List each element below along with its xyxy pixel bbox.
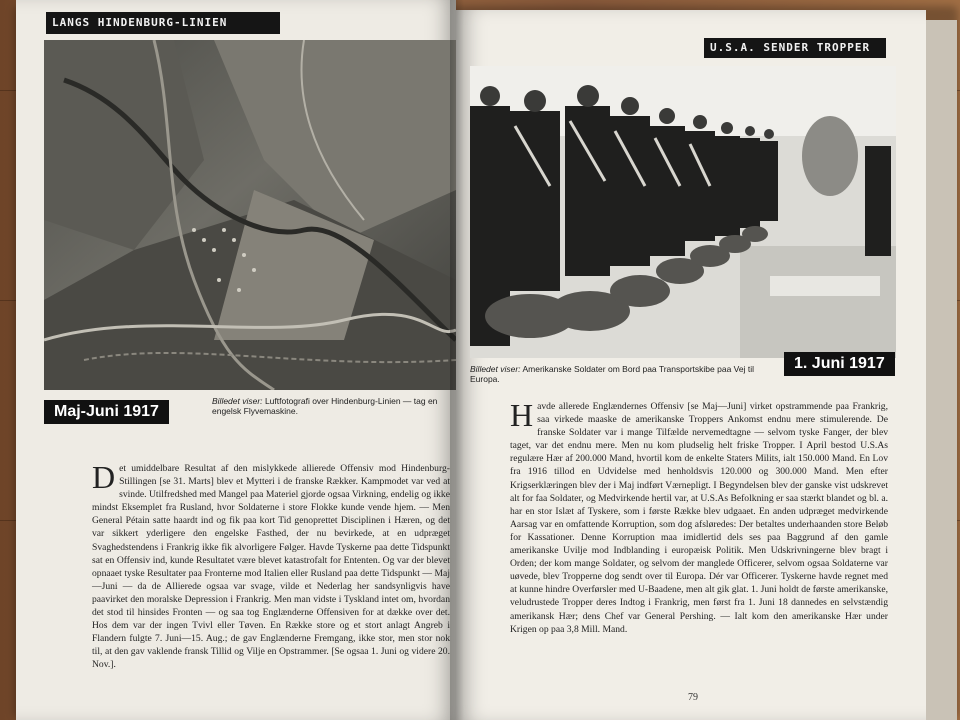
left-body-paragraph: et umiddelbare Resultat af den mislykkede allierede Offensiv mod Hindenburg-Stillingen [se 31. Marts] blev et Mytteri i de franske Rækker. Kampmodet var ved at svinde. Utilfredshed med Mangel paa Materiel gjorde ogsaa Virkning, endelig og ikke mindst Eksemplet fra Rusland, hvor Soldaterne i store Flokke kunde vende hjem. — Men General Pétain satte haardt ind og fik paa kort Tid genoprettet Disciplinen i Hæren, og det var sikkert yderligere den engelske Fasthed, der nu bevirkede, at en udpræget Svaghedstendens i Frankrig ikke fik alvorligere Følger. Havde Tyskerne paa dette Tidspunkt sat en Offensiv ind, kunde Resultatet være blevet katastrofalt for Ententen. Og var der blevet opnaaet tyske Resultater paa Fronterne mod Italien eller Rusland paa dette Tidspunkt — Maj—Juni — da de Allierede ogsaa var svage, vilde et Nederlag her sandsynligvis have paavirket den moralske Depression i Frankrig. Men man vidste i Tyskland intet om, hvordan det stod til hinsides Fronten — og saa tog Englænderne Offensiven for at dække over det. Hos dem var der ingen Tvivl eller Tøven. En Række store og et stort anlagt Angreb i Flandern fulgte 7. Juni—15. Aug.; de gav Englænderne Fremgang, ikke stor, men stor nok til, at den gav vaklende fransk Tillid og Vilje en Opstrammer. [Se ogsaa 1. Juni og videre 20. Nov.].	[92, 463, 450, 671]
soldiers-photo	[470, 66, 896, 358]
left-date-text: Maj-Juni 1917	[54, 403, 159, 420]
left-caption	[212, 396, 456, 416]
aerial-photo-icon	[44, 40, 456, 390]
right-body-paragraph: avde allerede Englændernes Offensiv [se Maj—Juni] virket opstrammende paa Frankrig, saa virkede maaske de amerikanske Troppers Ankomst endnu mere stimulerende. De franske Soldater var i mange Tilfælde nervemedtagne — selvom tyske Fanger, der blev taget, var det endnu mere. Men nu kom pludselig helt friske Tropper. I April bestod U.S.As regulære Hær af 200.000 Mand, hvortil kom de enkelte Staters Milits, ialt 150.000 Mand. En Lov fra 1916 tillod en Udvidelse med henholdsvis 120.000 og 300.000 Mand. Men efter Krigserklæringen blev der i Maj indført Værnepligt. I Begyndelsen blev der ganske vist udskrevet alt for faa Soldater, og Medvirkende hertil var, at U.S.As Befolkning er saa stærkt blandet og bl. a. har en stor Islæt af Tyskere, som i første Række blev udgaaet. En anden udpræget medvirkende Aarsag var en omfattende Korruption, som dog afsløredes: Der betaltes underhaanden store Beløb for Kassationer. Denne Korruption maa imidlertid dels ses paa Baggrund af den gamle amerikanske Uvilje mod Indblanding i europæisk Politik. Men Udskrivningerne blev bragt i Orden; der kom mange Soldater, og selvom der manglede Officerer, selvom ogsaa Soldaterne var uøvede, blev Tropperne dog sendt over til Europa. Dér var Officerer. Tyskerne havde regnet med at kunne hindre Overførsler med U-Baadene, men alt gik glat. 1. Juni holdt de første amerikanske, veludrustede Tropper deres Indtog i Frankrig, men først fra 1. Juni 18 dannedes en selvstændig amerikansk Hær; dens Chef var General Pershing. — Ialt kom den amerikanske Hær under Krigen op paa 3,8 Mill. Mand.	[510, 401, 888, 635]
right-page	[456, 10, 926, 720]
right-date-text: 1. Juni 1917	[794, 355, 885, 372]
aerial-photo	[44, 40, 456, 390]
left-body-text	[92, 459, 450, 672]
right-body-text	[510, 397, 888, 636]
left-date-label	[44, 400, 169, 424]
right-caption	[470, 364, 760, 384]
left-header-banner	[46, 12, 280, 34]
page-number: 79	[688, 692, 698, 703]
left-drop-cap: D	[92, 459, 116, 495]
left-header-text: LANGS HINDENBURG-LINIEN	[52, 16, 228, 29]
left-page	[16, 0, 456, 720]
caption-prefix: Billedet viser:	[470, 364, 521, 374]
book-gutter	[450, 0, 464, 720]
right-drop-cap: H	[510, 397, 534, 433]
caption-prefix: Billedet viser:	[212, 396, 263, 406]
caption-text: Amerikanske Soldater om Bord paa Transportskibe paa Vej til Europa.	[470, 364, 754, 384]
soldiers-photo-icon	[470, 66, 896, 358]
right-header-banner	[704, 38, 886, 58]
right-header-text: U.S.A. SENDER TROPPER	[710, 41, 871, 54]
right-date-label	[784, 352, 895, 376]
caption-text: Luftfotografi over Hindenburg-Linien — tag en engelsk Flyvemaskine.	[212, 396, 438, 416]
